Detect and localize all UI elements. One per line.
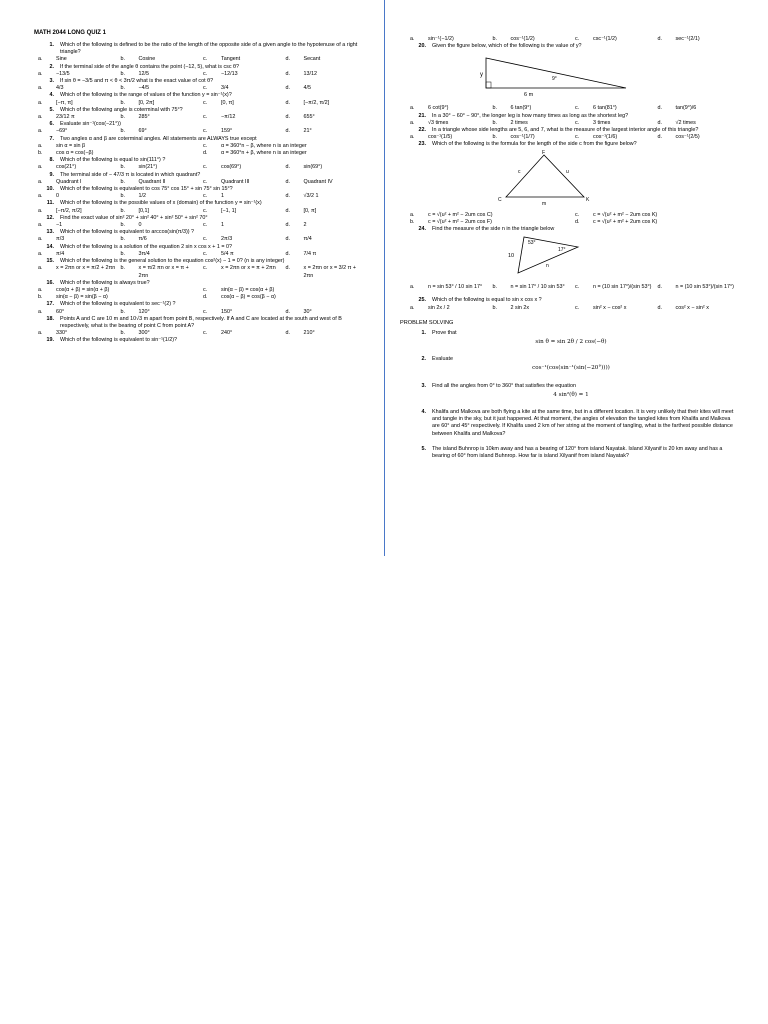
label-C: C (498, 196, 502, 203)
option: a. cos(α + β) = sin(α + β) (38, 286, 110, 293)
quiz-title: MATH 2044 LONG QUIZ 1 (34, 30, 106, 36)
option: a. 60° (38, 308, 65, 315)
option: c. −π/12 (203, 114, 236, 121)
question-item: 14. Which of the following is a solution of the equation 2 sin x cos x + 1 = 0? (34, 244, 364, 251)
option: d. x = 2πn or x = 3/2 π + 2πn (285, 265, 357, 279)
option-text: sec⁻¹(2/1) (675, 36, 700, 42)
problem-item: 1. Prove that sin θ = sin 2θ / 2 cos(−θ) (406, 330, 736, 346)
options-row (34, 193, 364, 200)
question-23: 23. Which of the following is the formula for the length of the side c from the figure below? (418, 141, 637, 148)
options-row (34, 208, 364, 215)
q24-options: a. n = sin 53° / 10 sin 17° b. n = sin 17° / 10 sin 53° c. n = (10 sin 17°)/(sin 53°) d. n = (10 sin 53°)/(sin 17°) (410, 284, 734, 291)
question-text: Which of the following is always true? (60, 279, 150, 286)
label-y: y (480, 72, 483, 79)
label-K: K (586, 196, 590, 203)
options-row (34, 236, 364, 243)
question-text: Which of the following is equivalent to sec⁻¹(2) ? (60, 301, 176, 308)
problem-item: 4. Khalifa and Malkova are both flying a kite at the same time, but in a different location. It is very unlikely that their kites will meet and tangle in the sky, but it just happened. At that moment, the angles of elevation the tangled kites from Khalifa and Malkova are 60° and 45° respectively. If Khalifa used 2 km of her string at the moment of tangling, what is the farthest possible distance between Khalifa and Malkova? (406, 409, 736, 438)
options-row (34, 164, 364, 171)
question-25: 25. Which of the following is equal to sin x cos x ? (418, 297, 542, 304)
options-row (34, 265, 364, 279)
option: d. π/4 (285, 236, 312, 243)
option: c. [−1, 1] (203, 207, 237, 214)
question-22: 22. In a triangle whose side lengths are 5, 6, and 7, what is the measure of the largest interior angle of this triangle? (418, 127, 699, 134)
option: b. 120° (120, 308, 150, 315)
question-text: The terminal side of − 47/3 π is located in which quadrant? (60, 171, 201, 178)
option: a. cos(21°) (38, 164, 77, 171)
question-item: 10. Which of the following is equivalent to cos 75° cos 15° + sin 75° sin 15°? (34, 186, 364, 193)
option: c. 1 (203, 222, 224, 229)
option: c. 1 (203, 193, 224, 200)
question-text: Which of the following is equivalent to sin⁻¹(1/2)? (60, 337, 178, 344)
option: b. [0, 2π] (120, 99, 155, 106)
option: c. sin(α − β) = cos(α + β) (203, 286, 275, 293)
question-item: 13. Which of the following is equivalent to arccos(sin(π/3)) ? (34, 229, 364, 236)
label-m: m (542, 200, 547, 207)
option: a. Sine (38, 56, 67, 63)
question-text: Which of the following angle is coterminal with 75°? (60, 106, 183, 113)
problem-item: 3. Find all the angles from 0° to 360° that satisfies the equation 4 sin²(θ) = 1 (406, 383, 736, 399)
label-17: 17° (558, 247, 566, 254)
option: d. 4/5 (285, 85, 311, 92)
question-item: 11. Which of the following is the possible values of x (domain) of the function y = sin⁻¹(x) (34, 200, 364, 207)
option: c. α = 360°n − β, where n is an integer (203, 142, 307, 149)
option: a. −69° (38, 128, 68, 135)
question-item: 4. Which of the following is the range of values of the function y = sin⁻¹(x)? (34, 92, 364, 99)
option: a. [−π/2, π/2] (38, 207, 82, 214)
option: c. 240° (203, 330, 233, 337)
label-F: F (542, 149, 546, 156)
option: d. Secant (285, 56, 321, 63)
option: c. Tangent (203, 56, 241, 63)
figure-triangle-n (406, 233, 736, 279)
option: a. sin α = sin β (38, 142, 86, 149)
question-21: 21. In a 30° − 60° − 90°, the longer leg is how many times as long as the shortest leg? (418, 112, 629, 119)
question-text: Which of the following is equivalent to cos 75° cos 15° + sin 75° sin 15°? (60, 186, 233, 193)
option: c. [0, π] (203, 99, 234, 106)
option: a. −1 (38, 222, 63, 229)
option: d. [−π/2, π/2] (285, 99, 330, 106)
option: b. 285° (120, 114, 150, 121)
problem-item: 2. Evaluate cos⁻¹(cos(sin⁻¹(sin(−20°)))) (406, 356, 736, 372)
problem-item: 5. The island Buhnrop is 10km away and has a bearing of 120° from island Nayatak. Island Xilyanif is 20 km away and has a bearing of 60° from island Buhnrop. How far is island Xilyanif from island Nayatak? (406, 446, 736, 460)
question-text: Which of the following is equivalent to arccos(sin(π/3)) ? (60, 229, 195, 236)
option: b. sin(α − β) = sin(β − α) (38, 294, 108, 301)
option: a. −13/5 (38, 70, 70, 77)
option: b. −4/5 (120, 85, 150, 92)
option: c. 150° (203, 308, 233, 315)
options-row (34, 222, 364, 229)
q23-options-row2: b. c = √(u² + m² − 2um cos F) d. c = √(u² + m² + 2um cos K) (410, 218, 658, 225)
option-text: csc⁻¹(1/2) (593, 36, 617, 42)
q19-options: a. sin⁻¹(−1/2) b. cos⁻¹(1/2) c. csc⁻¹(1/2) d. sec⁻¹(2/1) (406, 36, 736, 43)
option: d. α = 360°n + β, where n is an integer (203, 150, 307, 157)
options-row (34, 294, 364, 301)
option: b. sin(21°) (120, 164, 158, 171)
question-item: 17. Which of the following is equivalent to sec⁻¹(2) ? (34, 301, 364, 308)
option-text: cos⁻¹(1/2) (510, 36, 535, 42)
option: c. x = 2πn or x = π + 2πn (203, 265, 276, 272)
q23-options-row1: a. c = √(u² + m² − 2um cos C) c. c = √(u² + m² − 2um cos K) (410, 211, 658, 218)
option: b. [0,1] (120, 207, 149, 214)
options-row (34, 100, 364, 107)
options-row (34, 85, 364, 92)
problem-equation: cos⁻¹(cos(sin⁻¹(sin(−20°)))) (532, 365, 610, 372)
options-row (34, 309, 364, 316)
question-item: 1. Which of the following is defined to be the ratio of the length of the opposite side of a given angle to the hypotenuse of a right triangle? (34, 42, 364, 56)
question-text: Find the exact value of sin² 20° + sin² 40° + sin² 50° + sin² 70° (60, 214, 208, 221)
label-n: n (546, 263, 549, 270)
q25-options: a. sin 2x / 2 b. 2 sin 2x c. sin² x − cos² x d. cos² x − sin² x (410, 304, 709, 311)
option: b. 69° (120, 128, 147, 135)
label-base: 6 m (524, 92, 534, 99)
options-row (34, 56, 364, 63)
option: c. 3/4 (203, 85, 229, 92)
option: c. 159° (203, 128, 233, 135)
label-angle: 9° (552, 76, 557, 83)
triangle-shape (506, 155, 584, 197)
option-text: sin⁻¹(−1/2) (428, 36, 454, 42)
question-item: 5. Which of the following angle is coterminal with 75°? (34, 107, 364, 114)
option: a. [−π, π] (38, 99, 73, 106)
option: d. cos(α − β) = cos(β − α) (203, 294, 276, 301)
option: b. x = π/2 πn or x = π + 2πn (120, 265, 189, 279)
options-row (34, 150, 364, 157)
problem-text: Find all the angles from 0° to 360° that satisfies the equation (432, 382, 576, 389)
label-53: 53° (528, 240, 536, 247)
option: b. Quadrant II (120, 178, 166, 185)
question-text: Two angles α and β are coterminal angles. All statements are ALWAYS true except (60, 135, 257, 142)
question-item: 18. Points A and C are 10 m and 10√3 m apart from point B, respectively. If A and C are located at the south and west of B respectively, what is the bearing of point C from point A? (34, 316, 364, 330)
label-u: u (566, 168, 569, 175)
question-text: Evaluate sin⁻¹(cos(−21°)) (60, 121, 121, 128)
figure-triangle-cuf (406, 149, 736, 207)
option: d. 655° (285, 114, 315, 121)
options-row (34, 114, 364, 121)
option: a. x = 2πn or x = π/2 + 2πn (38, 265, 116, 272)
option: a. π/3 (38, 236, 65, 243)
left-column (34, 30, 364, 345)
option: d. 2 (285, 222, 307, 229)
question-item: 2. If the terminal side of the angle θ contains the point (−12, 5), what is csc θ? (34, 64, 364, 71)
option: b. 3π/4 (120, 250, 150, 257)
question-item: 9. The terminal side of − 47/3 π is located in which quadrant? (34, 172, 364, 179)
option: b. π/6 (120, 236, 147, 243)
q22-options: a. cos⁻¹(1/5) b. cos⁻¹(1/7) c. cos⁻¹(1/6) d. cos⁻¹(2/5) (410, 134, 700, 141)
options-row (34, 179, 364, 186)
question-item: 3. If sin θ = −3/5 and π < θ < 3π/2 what is the exact value of cot θ? (34, 78, 364, 85)
question-text: Which of the following is the possible values of x (domain) of the function y = sin⁻¹(x) (60, 200, 262, 207)
options-row (34, 143, 364, 150)
options-row (34, 330, 364, 337)
question-item: 16. Which of the following is always true? (34, 280, 364, 287)
question-text: Which of the following is defined to be the ratio of the length of the opposite side of a given angle to the hypotenuse of a right triangle? (60, 42, 358, 56)
option: d. 30° (285, 308, 312, 315)
question-text: If the terminal side of the angle θ contains the point (−12, 5), what is csc θ? (60, 63, 240, 70)
option: d. Quadrant IV (285, 178, 333, 185)
option: d. 21° (285, 128, 312, 135)
option: d. 7/4 π (285, 250, 317, 257)
option: a. 330° (38, 330, 68, 337)
options-row (34, 287, 364, 294)
option: a. Quadrant I (38, 178, 82, 185)
problem-solving-list (406, 330, 736, 460)
question-item: 7. Two angles α and β are coterminal angles. All statements are ALWAYS true except (34, 136, 364, 143)
question-item: 8. Which of the following is equal to sin(111°) ? (34, 157, 364, 164)
option: c. cos(69°) (203, 164, 242, 171)
option: a. 0 (38, 193, 59, 200)
option: b. 300° (120, 330, 150, 337)
option: b. 1/2 (120, 193, 146, 200)
question-text: Which of the following is the general solution to the equation cos²(x) − 1 = 0? (n is any integer) (60, 258, 285, 265)
triangle-shape (486, 58, 626, 88)
option: b. 0 (120, 222, 142, 229)
question-text: Which of the following is equal to sin(111°) ? (60, 157, 166, 164)
option: c. −12/13 (203, 70, 238, 77)
option: c. 5/4 π (203, 250, 234, 257)
option: a. 4/3 (38, 85, 64, 92)
problem-text: Prove that (432, 329, 457, 336)
option: b. cos α = cos(−β) (38, 150, 94, 157)
option: b. 12/5 (120, 70, 149, 77)
question-20: 20. Given the figure below, which of the following is the value of y? (418, 43, 582, 50)
right-angle-marker (486, 82, 491, 88)
question-text: Points A and C are 10 m and 10√3 m apart from point B, respectively. If A and C are located at the south and west of B respectively, what is the bearing of point C from point A? (60, 315, 342, 329)
figure-right-triangle (406, 50, 736, 100)
q20-options: a. 6 cot(9°) b. 6 tan(9°) c. 6 tan(81°) d. tan(9°)/6 (410, 105, 697, 112)
option: c. 2π/3 (203, 236, 233, 243)
problem-solving-heading: PROBLEM SOLVING (400, 319, 454, 326)
options-row (34, 251, 364, 258)
question-item: 15. Which of the following is the general solution to the equation cos²(x) − 1 = 0? (n is any integer) (34, 258, 364, 265)
problem-text: The island Buhnrop is 10km away and has a bearing of 120° from island Nayatak. Island Xilyanif is 20 km away and has a bearing of 60° from island Buhnrop. How far is island Xilyanif from island Nayatak? (432, 445, 723, 460)
label-c: c (518, 168, 521, 175)
question-24: 24. Find the measure of the side n in the triangle below (418, 226, 555, 233)
question-item: 12. Find the exact value of sin² 20° + sin² 40° + sin² 50° + sin² 70° (34, 215, 364, 222)
option: d. 13/12 (285, 70, 317, 77)
label-10: 10 (508, 253, 515, 260)
question-item: 6. Evaluate sin⁻¹(cos(−21°)) (34, 121, 364, 128)
problem-text: Khalifa and Malkova are both flying a kite at the same time, but in a different location. It is very unlikely that their kites will meet and tangle in the sky, but it just happened. At that moment, the angles of elevation the tangled kites from Khalifa and Malkova are 60° and 45° respectively. If Khalifa used 2 km of her string at the moment of tangling, what is the farthest possible distance between Khalifa and Malkova? (432, 409, 734, 437)
column-divider (384, 0, 385, 556)
right-column (400, 36, 736, 468)
problem-equation: sin θ = sin 2θ / 2 cos(−θ) (535, 339, 607, 346)
option: b. Cosine (120, 56, 156, 63)
q21-options: a. √3 times b. 2 times c. 3 times d. √2 times (410, 119, 696, 126)
question-text: Which of the following is a solution of the equation 2 sin x cos x + 1 = 0? (60, 243, 233, 250)
question-item: 19. Which of the following is equivalent to sin⁻¹(1/2)? (34, 337, 364, 344)
options-row (34, 71, 364, 78)
option: a. 23/12 π (38, 114, 75, 121)
option: c. Quadrant III (203, 178, 250, 185)
option: d. [0, π] (285, 207, 317, 214)
option: d. sin(69°) (285, 164, 323, 171)
option: d. 210° (285, 330, 315, 337)
question-list-left (34, 42, 364, 345)
option: d. √3/2 1 (285, 193, 319, 200)
problem-equation: 4 sin²(θ) = 1 (553, 391, 589, 398)
option: a. π/4 (38, 250, 65, 257)
problem-text: Evaluate (432, 356, 453, 363)
question-text: Which of the following is the range of values of the function y = sin⁻¹(x)? (60, 92, 232, 99)
options-row (34, 128, 364, 135)
question-text: If sin θ = −3/5 and π < θ < 3π/2 what is the exact value of cot θ? (60, 78, 214, 85)
